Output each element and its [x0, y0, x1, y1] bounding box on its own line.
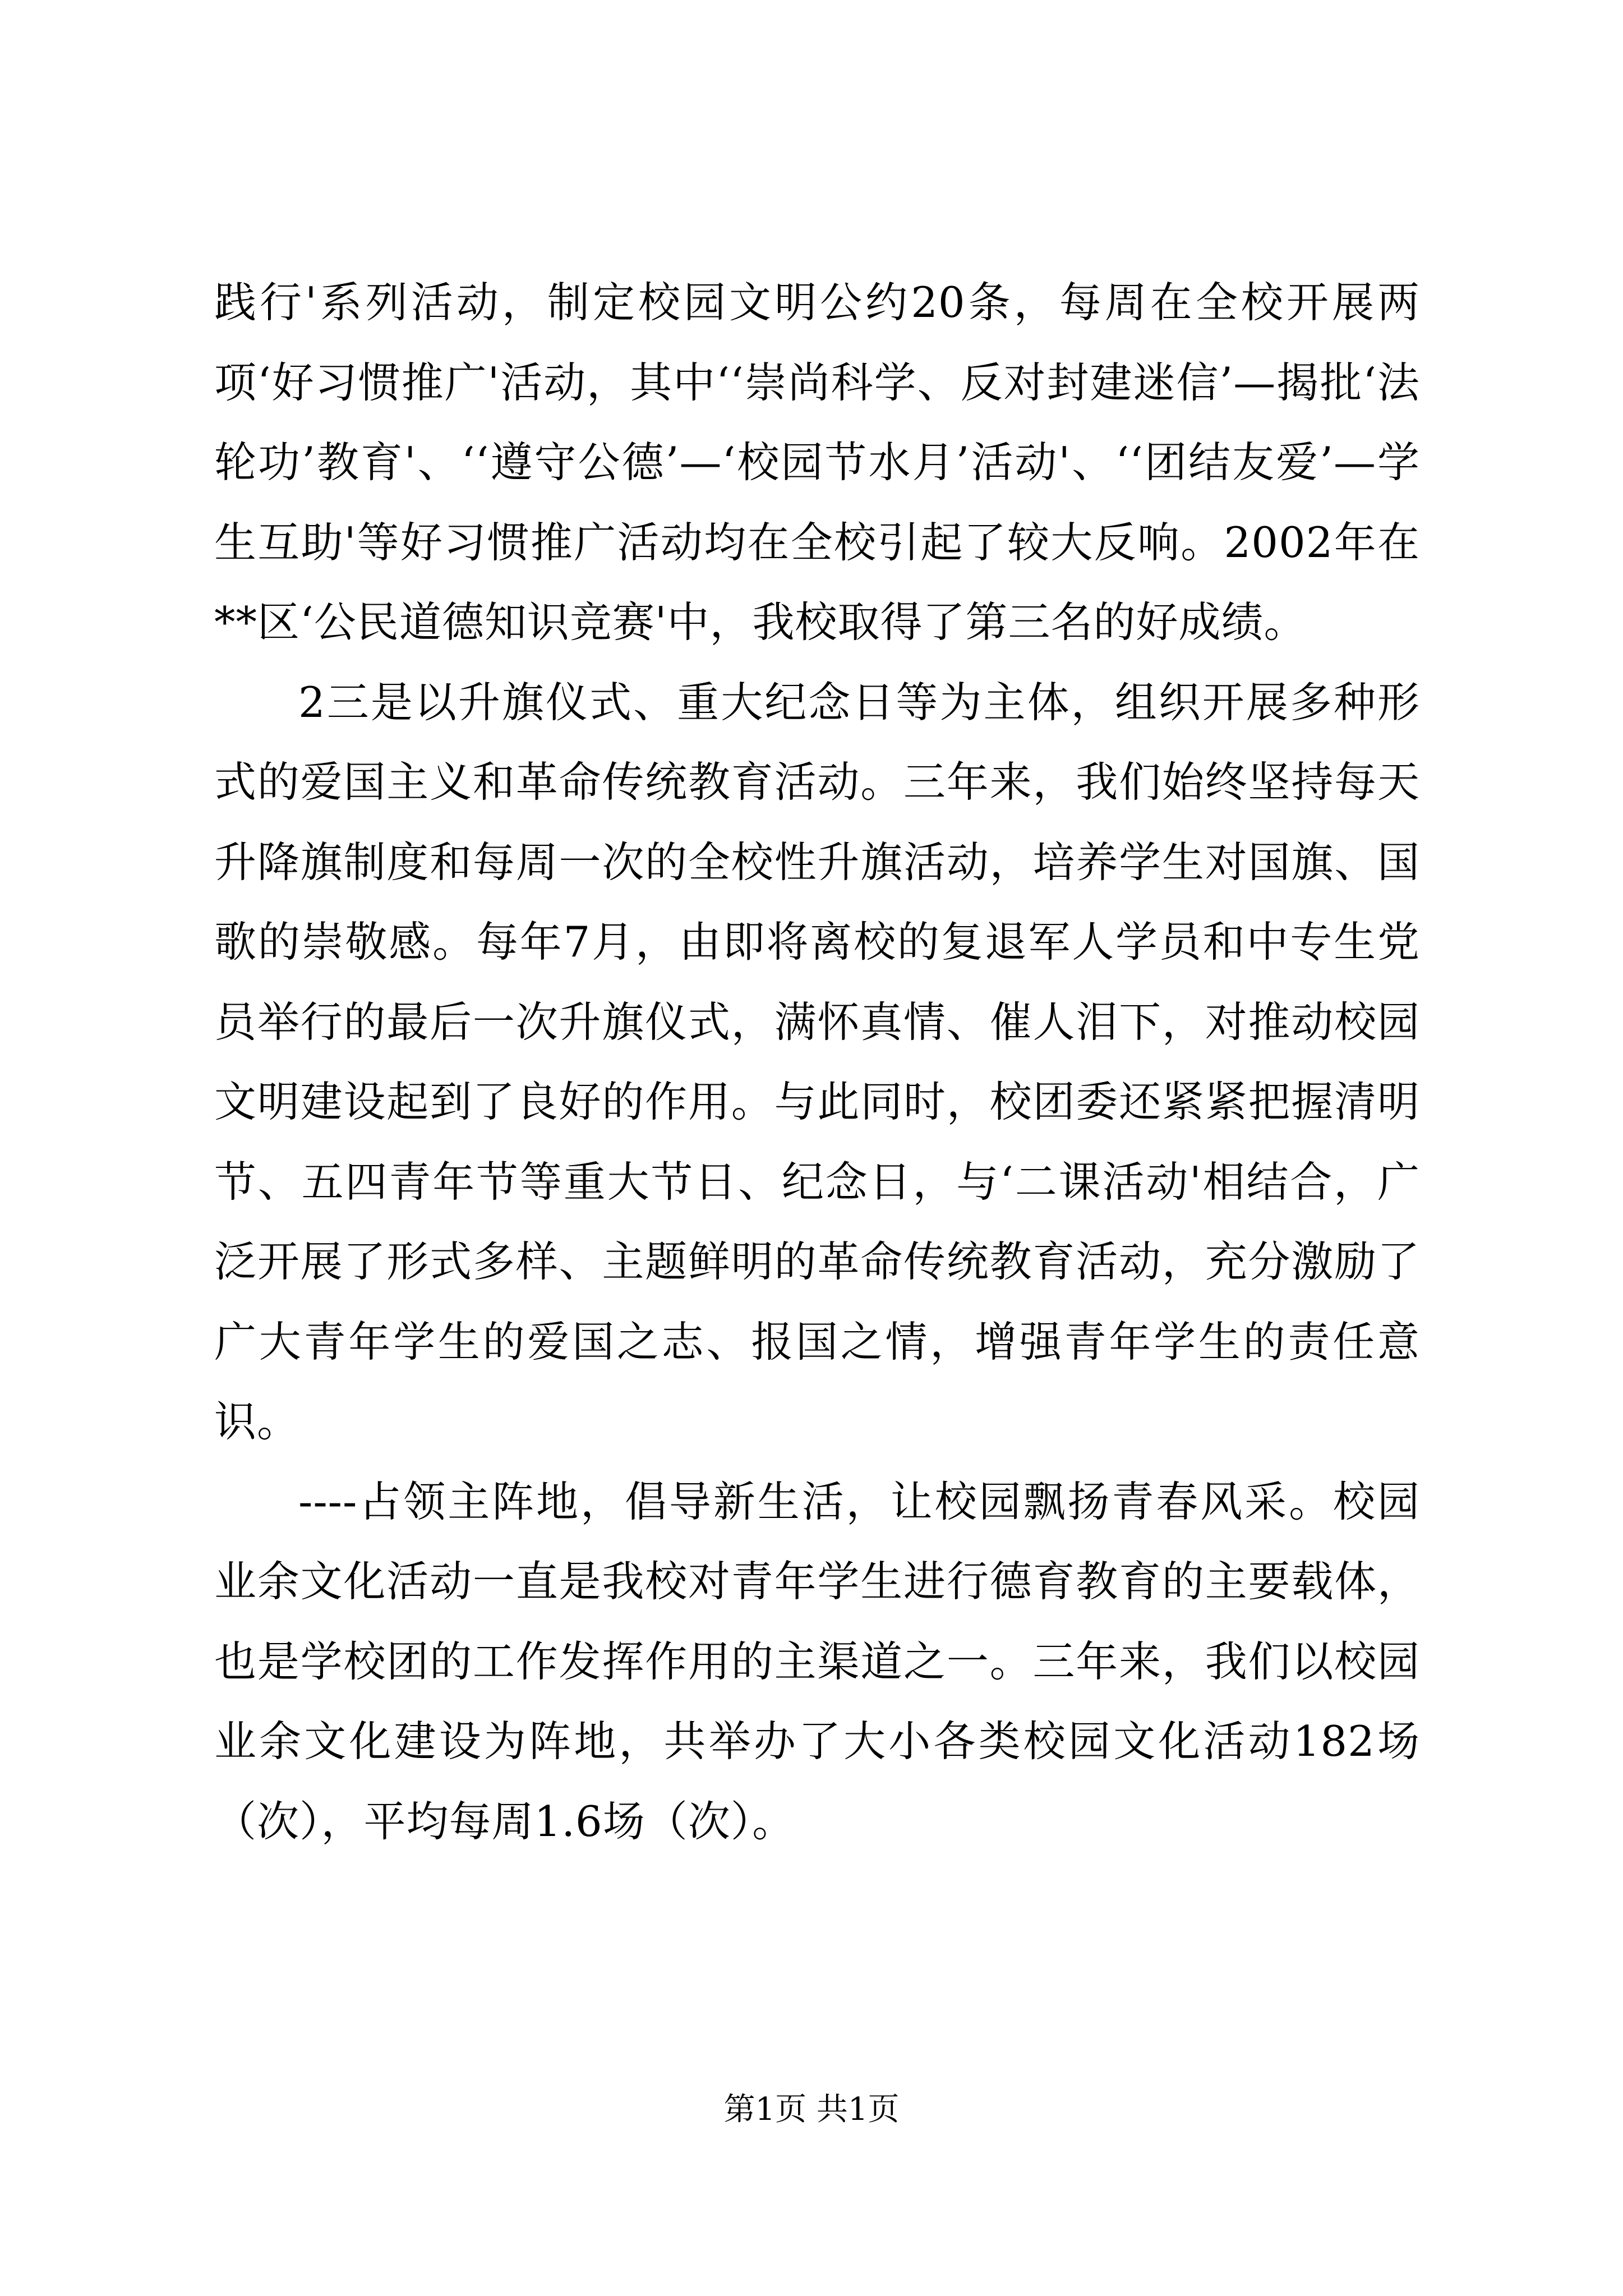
paragraph-campus-culture: ----占领主阵地，倡导新生活，让校园飘扬青春风采。校园业余文化活动一直是我校对青年学生进行德育教育的主要载体，也是学校团的工作发挥作用的主渠道之一。三年来，我们以校园业余文化建设为阵地，共举办了大小各类校园文化活动182场（次），平均每周1.6场（次）。 — [214, 1476, 1420, 1846]
paragraph-continuation: 践行'系列活动，制定校园文明公约20条，每周在全校开展两项‘好习惯推广'活动，其中‘‘崇尚科学、反对封建迷信’—揭批‘法轮功’教育'、‘‘遵守公德’—‘校园节水月’活动'、‘‘团结友爱’—学生互助'等好习惯推广活动均在全校引起了较大反响。2002年在**区‘公民道德知识竞赛'中，我校取得了第三名的好成绩。 — [214, 278, 1420, 647]
document-body — [214, 263, 1420, 1861]
page-number-footer: 第1页 共1页 — [723, 2091, 900, 2128]
paragraph-flag-raising: 2三是以升旗仪式、重大纪念日等为主体，组织开展多种形式的爱国主义和革命传统教育活动。三年来，我们始终坚持每天升降旗制度和每周一次的全校性升旗活动，培养学生对国旗、国歌的崇敬感。每年7月，由即将离校的复退军人学员和中专生党员举行的最后一次升旗仪式，满怀真情、催人泪下，对推动校园文明建设起到了良好的作用。与此同时，校团委还紧紧把握清明节、五四青年节等重大节日、纪念日，与‘二课活动'相结合，广泛开展了形式多样、主题鲜明的革命传统教育活动，充分激励了广大青年学生的爱国之志、报国之情，增强青年学生的责任意识。 — [214, 677, 1420, 1446]
